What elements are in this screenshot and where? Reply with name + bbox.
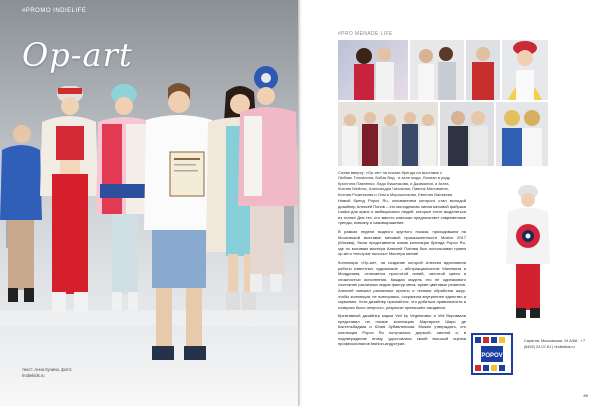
brand-logo <box>471 333 513 375</box>
right-section-label: #PRO MENADE LIFE <box>338 31 393 37</box>
photo-blonde-women <box>496 102 548 166</box>
article-body <box>338 198 466 350</box>
model-red-outfit <box>38 86 100 336</box>
article-paragraph: Креативный дизайнер марки Veil by Vegetanatur и Veil Вергавали представил на показе коллекцию Маргарита Шаро де Кастельбаджак и Юлия Зубавлинская. Можно утверждать, что коллекция Popov Ru получилась дерзкой, смелой и, в подтверждение этому, удостоилась своей высокой оценки профессионалов fashion-индустрии. <box>338 313 466 347</box>
photo-man-suit <box>440 102 494 166</box>
model-blue-fur <box>0 120 42 320</box>
article-title: Op-art <box>22 36 133 74</box>
brand-contact: Саратов, Московская, 19 А/6А · +7 (8452) 22-07-61 | rindiekids.ru <box>524 339 586 349</box>
model-pink-fur <box>236 66 300 316</box>
page-number: 89 <box>583 393 588 398</box>
brand-logo-text: POPOV <box>481 353 503 359</box>
right-page-article <box>302 0 600 406</box>
event-photo-grid <box>338 40 548 166</box>
left-photo-credit: текст: Анна Кузина, фото: rindiekids.ru <box>22 367 73 379</box>
model-red-pants-photo <box>498 184 558 324</box>
article-paragraph: Новый бренд Popov Ru, основателем которого стал молодой дизайнер Алексей Попов – это молодежная линия меховой фабрики Lasika для ярких и амбициозных людей, которые хотят выделяться из толпы! Для тех, кто вместо классики предпочитает современные тренды, новизну и самовыражение. <box>338 198 466 226</box>
left-section-label: #PROMO INDIELIFE <box>22 8 87 14</box>
photo-group-white <box>410 40 464 100</box>
photo-red-hat-woman <box>502 40 548 100</box>
photo-couple-red-dress <box>338 40 408 100</box>
photo-red-jacket <box>466 40 500 100</box>
photo-group-five <box>338 102 438 166</box>
article-paragraph: В рамках недели модного круглого показа, проходившем на Московской выставке меховой промышленности Mosfur 2017 (Москва), была представлена новая коллекция бренда Popov Ru, где по мотивам мастера Алексей Попова был использован прием op-art и «пестрые полосы» Мастера мехов! <box>338 228 466 257</box>
photo-grid-caption: Слева вверху: «Op-art» на показе бренда на выставке с Любовь Толкалина, Бэбзи Вид · в зале мода, Лилиан в ряду, Кристина Павленко; Ладо Вишнякова, и Джамалия, и Агата, Ксения Мейлис, Александра Чичикова, Павлик Милованов, Ксения Рыженкова и Ольга Мирошникова, Евгения Ванзаева <box>338 170 452 197</box>
article-paragraph: Коллекция «Op-art», на создание которой Алексея вдохновили работы известных художников – абстракционистов: Малевича и Мондриана, отличается простотой линий, чистотой цвета и сложностью исполнения. Каждая модель это не одинакового сочетание различных видов фактур меха, яркие цветовые решения. Алексей смешал различные принты и техники обработки шкур, чтобы коллекция, не повторяясь, сохранила внутреннее единство и гармонию. Хотя дизайнер признаётся, что добиться правильности и созвучия было непросто, результат превзошёл ожидания. <box>338 259 466 310</box>
